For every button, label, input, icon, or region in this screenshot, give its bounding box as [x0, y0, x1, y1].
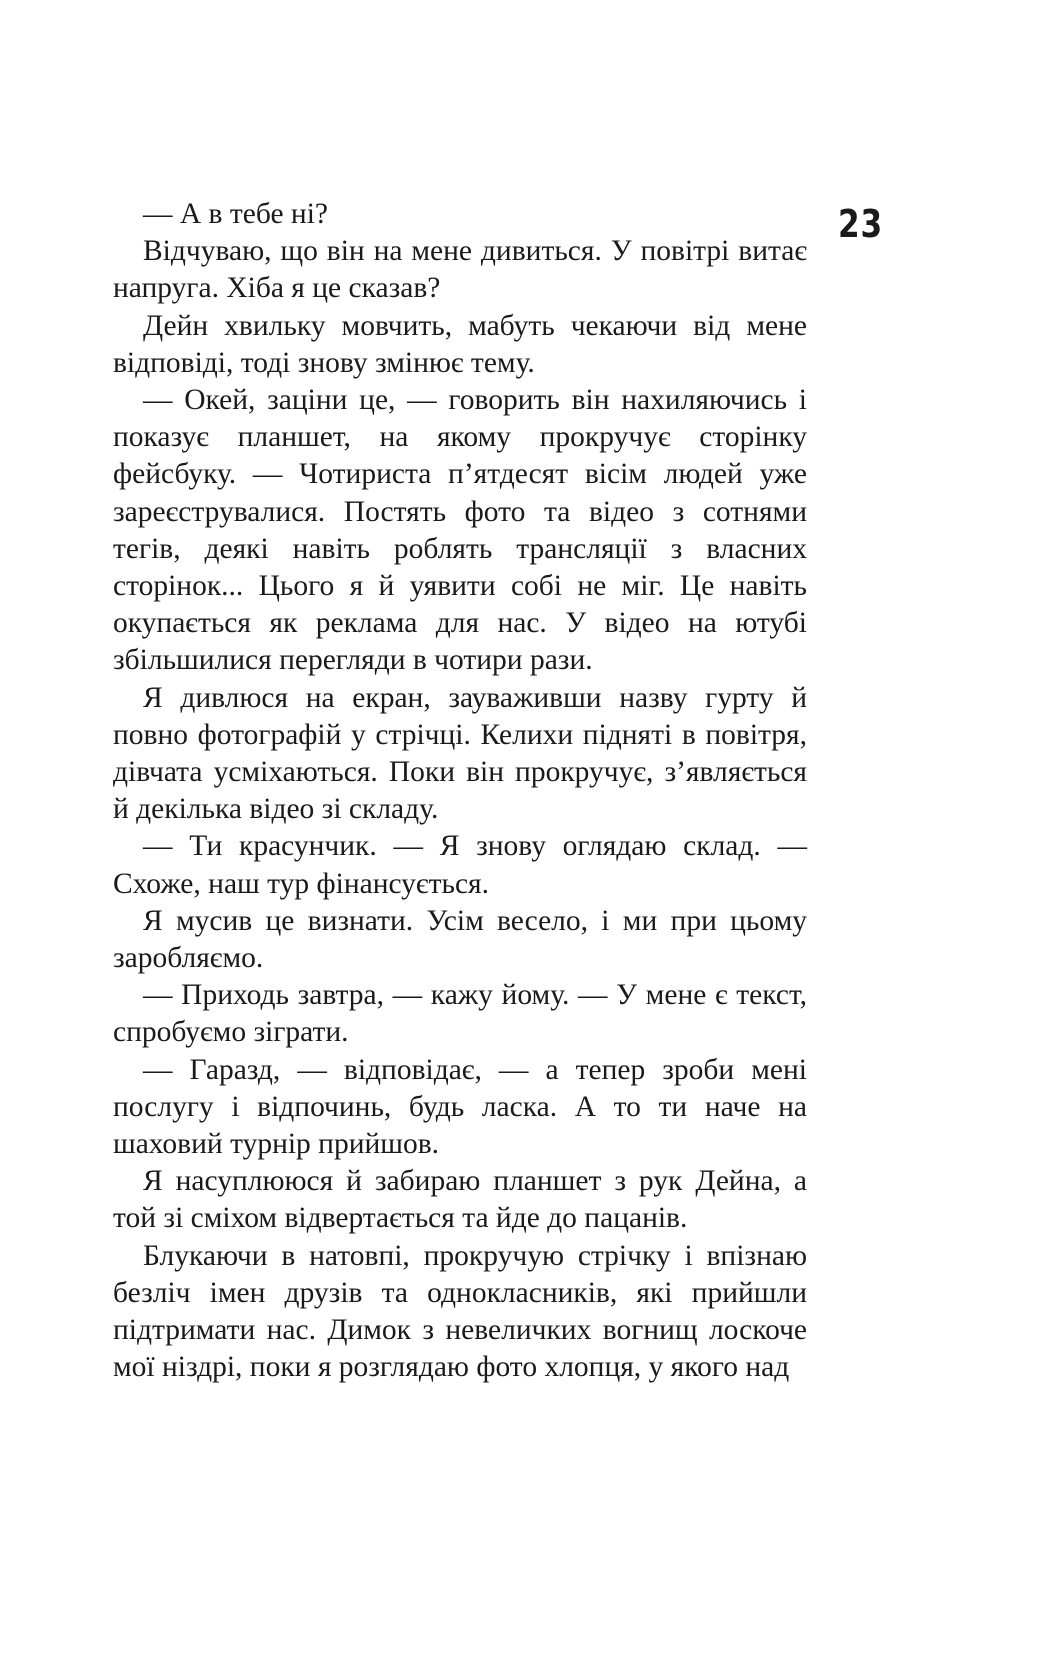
paragraph: Я насуплююся й забираю планшет з рук Дейна, а той зі сміхом відвертається та йде до пацанів.: [113, 1165, 807, 1235]
paragraph: — Ти красунчик. — Я знову оглядаю склад. — Схоже, наш тур фінансується.: [113, 830, 807, 900]
paragraph: — Приходь завтра, — кажу йому. — У мене є текст, спробуємо зіграти.: [113, 979, 807, 1049]
paragraph: — Окей, заціни це, — говорить він нахиляючись і показує планшет, на якому прокручує сторінку фейсбуку. — Чотириста п’ятдесят вісім людей уже зареєструвалися. Постять фото та відео з сотнями тегів, деякі навіть роблять трансляції з власних сторінок... Цього я й уявити собі не міг. Це навіть окупається як реклама для нас. У відео на ютубі збільшилися перегляди в чотири рази.: [113, 384, 807, 677]
paragraph: Дейн хвильку мовчить, мабуть чекаючи від мене відповіді, тоді знову змінює тему.: [113, 309, 807, 379]
paragraph: Я мусив це визнати. Усім весело, і ми при цьому заробляємо.: [113, 904, 807, 975]
paragraph: Блукаючи в натовпі, прокручую стрічку і впізнаю безліч імен друзів та однокласників, які прийшли підтримати нас. Димок з невеличких вогнищ лоскоче мої ніздрі, поки я розглядаю фото хлопця, у якого над: [113, 1239, 807, 1384]
page-number: 23: [838, 202, 884, 246]
body-text: [113, 196, 807, 1387]
paragraph: Відчуваю, що він на мене дивиться. У повітрі витає напруга. Хіба я це сказав?: [113, 235, 807, 305]
paragraph: — Гаразд, — відповідає, — а тепер зроби мені послугу і відпочинь, будь ласка. А то ти наче на шаховий турнір прийшов.: [113, 1053, 807, 1161]
paragraph: Я дивлюся на екран, зауваживши назву гурту й повно фотографій у стрічці. Келихи підняті в повітря, дівчата усміхаються. Поки він прокручує, з’являється й декілька відео зі складу.: [113, 681, 807, 826]
paragraph: — А в тебе ні?: [143, 198, 329, 230]
